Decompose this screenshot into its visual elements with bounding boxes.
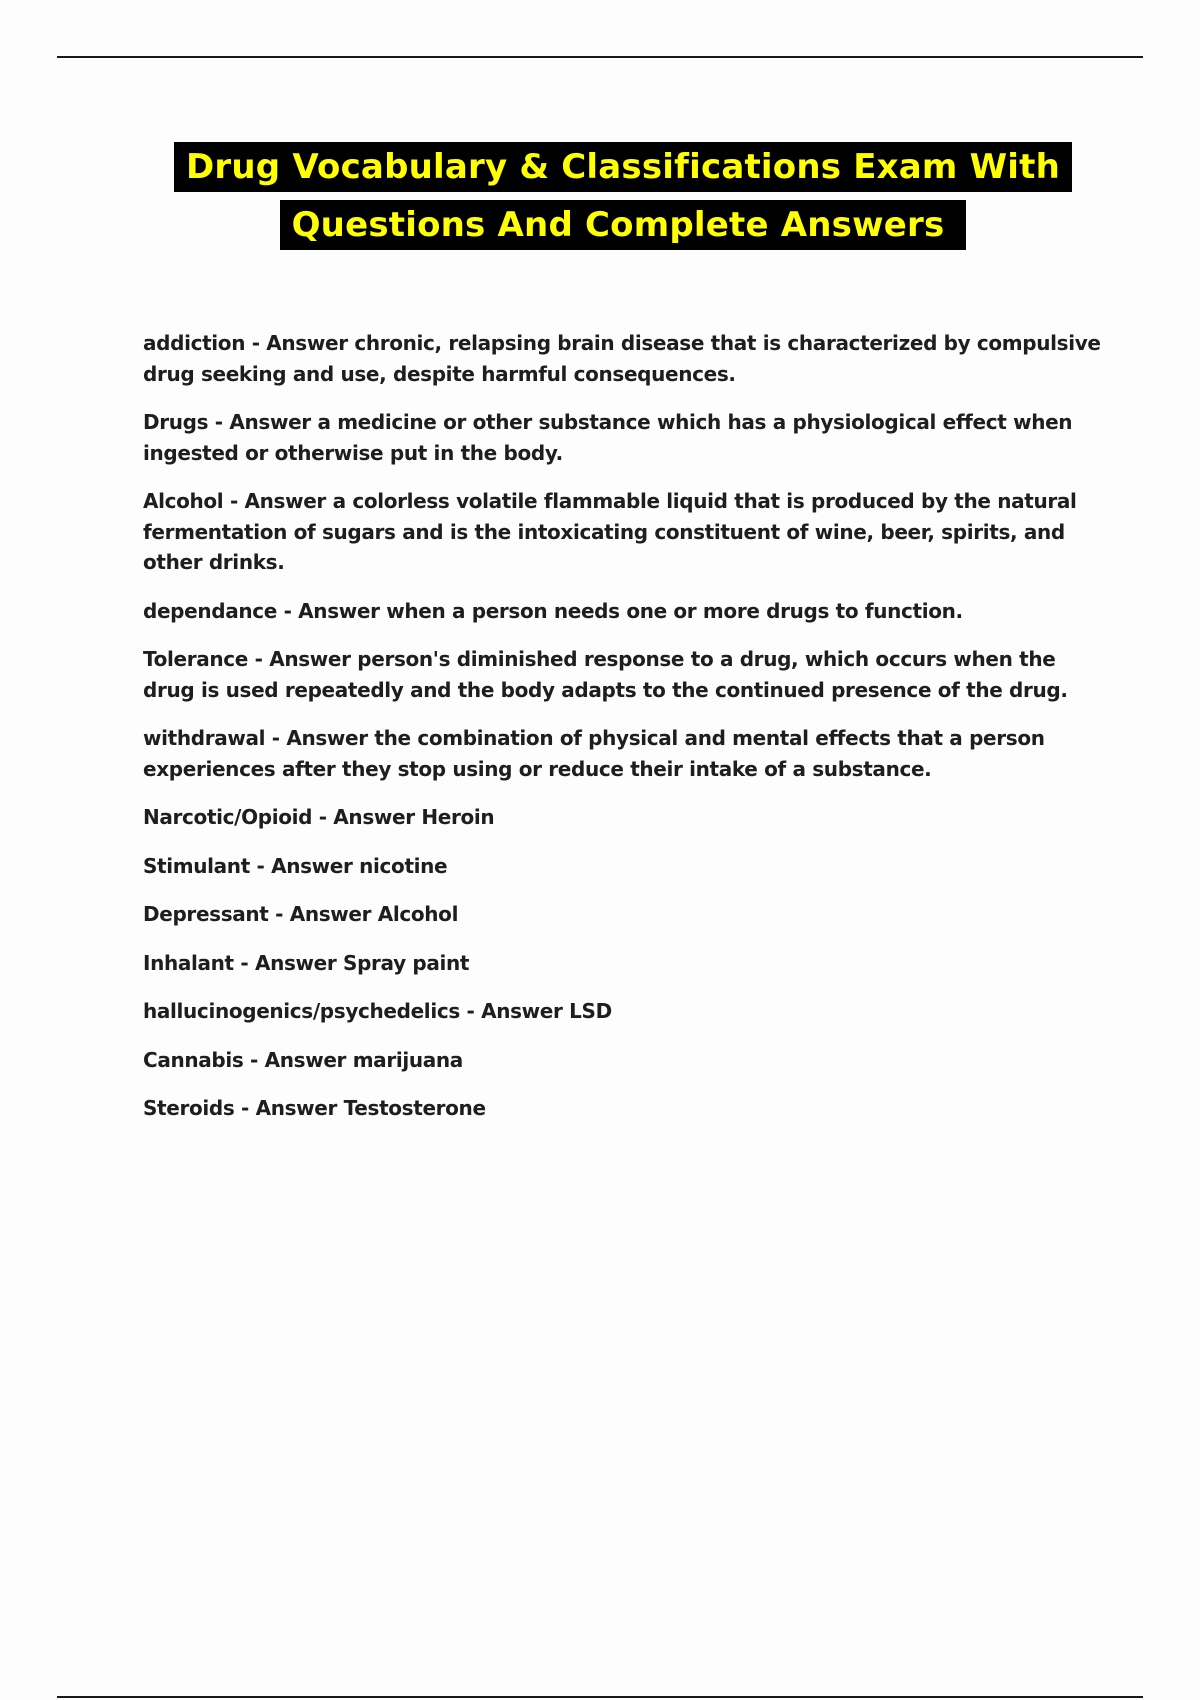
qa-term: Drugs <box>143 410 209 434</box>
qa-entry: Steroids - Answer Testosterone <box>143 1096 486 1120</box>
qa-term: Inhalant <box>143 950 234 975</box>
qa-connector: Answer <box>271 853 353 878</box>
qa-term: Steroids <box>143 1096 235 1120</box>
qa-answer: person's diminished response to a drug, which occurs when the drug is used repeatedly and the body adapts to the continued presence of the drug. <box>143 647 1068 702</box>
qa-entry: Tolerance - Answer person's diminished response to a drug, which occurs when the drug is used repeatedly and the body adapts to the continued presence of the drug. <box>143 647 1068 702</box>
qa-connector: Answer <box>266 331 348 355</box>
qa-connector: Answer <box>286 726 368 750</box>
qa-entry: withdrawal - Answer the combination of physical and mental effects that a person experiences after they stop using or reduce their intake of a substance. <box>143 726 1045 781</box>
qa-answer: Alcohol <box>377 902 459 926</box>
qa-entry: Depressant - Answer Alcohol <box>143 902 459 926</box>
qa-connector: Answer <box>289 902 372 926</box>
qa-answer: LSD <box>569 999 612 1023</box>
qa-term: withdrawal <box>143 726 266 750</box>
title-line-2: Questions And Complete Answers <box>280 200 967 250</box>
qa-term: Narcotic/Opioid <box>143 805 313 829</box>
document-title <box>0 142 1200 250</box>
qa-entry: dependance - Answer when a person needs one or more drugs to function. <box>143 598 963 623</box>
qa-answer: marijuana <box>352 1047 463 1072</box>
qa-term: addiction <box>143 331 246 355</box>
qa-connector: Answer <box>254 950 337 975</box>
qa-connector: Answer <box>264 1047 347 1072</box>
qa-answer: a medicine or other substance which has a physiological effect when ingested or otherwise put in the body. <box>143 410 1073 465</box>
qa-connector: Answer <box>298 598 380 623</box>
qa-answer: a colorless volatile flammable liquid that is produced by the natural fermentation of sugars and is the intoxicating constituent of wine, beer, spirits, and other drinks. <box>143 489 1077 574</box>
qa-term: Cannabis <box>143 1047 244 1072</box>
qa-term: Tolerance <box>143 647 249 671</box>
qa-answer: when a person needs one or more drugs to function. <box>386 598 963 623</box>
title-line-1: Drug Vocabulary & Classifications Exam With <box>174 142 1072 192</box>
qa-entry: Narcotic/Opioid - Answer Heroin <box>143 805 495 829</box>
qa-entry: Stimulant - Answer nicotine <box>143 853 448 878</box>
qa-entry: Alcohol - Answer a colorless volatile flammable liquid that is produced by the natural fermentation of sugars and is the intoxicating constituent of wine, beer, spirits, and other drinks. <box>143 489 1077 574</box>
qa-answer: nicotine <box>359 853 448 878</box>
qa-term: Stimulant <box>143 853 250 878</box>
qa-connector: Answer <box>229 410 311 434</box>
bottom-divider <box>57 1696 1143 1698</box>
qa-list <box>143 328 1103 1142</box>
qa-connector: Answer <box>255 1096 338 1120</box>
qa-connector: Answer <box>269 647 351 671</box>
top-divider <box>57 56 1143 58</box>
qa-answer: Spray paint <box>343 950 470 975</box>
qa-connector: Answer <box>481 999 563 1023</box>
qa-entry: addiction - Answer chronic, relapsing brain disease that is characterized by compulsive drug seeking and use, despite harmful consequences. <box>143 331 1101 386</box>
qa-answer: Heroin <box>421 805 495 829</box>
qa-connector: Answer <box>333 805 415 829</box>
qa-term: Depressant <box>143 902 269 926</box>
qa-term: dependance <box>143 598 277 623</box>
qa-entry: hallucinogenics/psychedelics - Answer LSD <box>143 999 612 1023</box>
qa-answer: the combination of physical and mental effects that a person experiences after they stop using or reduce their intake of a substance. <box>143 726 1045 781</box>
qa-entry: Cannabis - Answer marijuana <box>143 1047 463 1072</box>
qa-answer: Testosterone <box>343 1096 486 1120</box>
qa-term: Alcohol <box>143 489 224 513</box>
qa-term: hallucinogenics/psychedelics <box>143 999 460 1023</box>
qa-entry: Drugs - Answer a medicine or other substance which has a physiological effect when ingested or otherwise put in the body. <box>143 410 1073 465</box>
qa-entry: Inhalant - Answer Spray paint <box>143 950 470 975</box>
qa-connector: Answer <box>244 489 326 513</box>
qa-answer: chronic, relapsing brain disease that is characterized by compulsive drug seeking and use, despite harmful consequences. <box>143 331 1101 386</box>
